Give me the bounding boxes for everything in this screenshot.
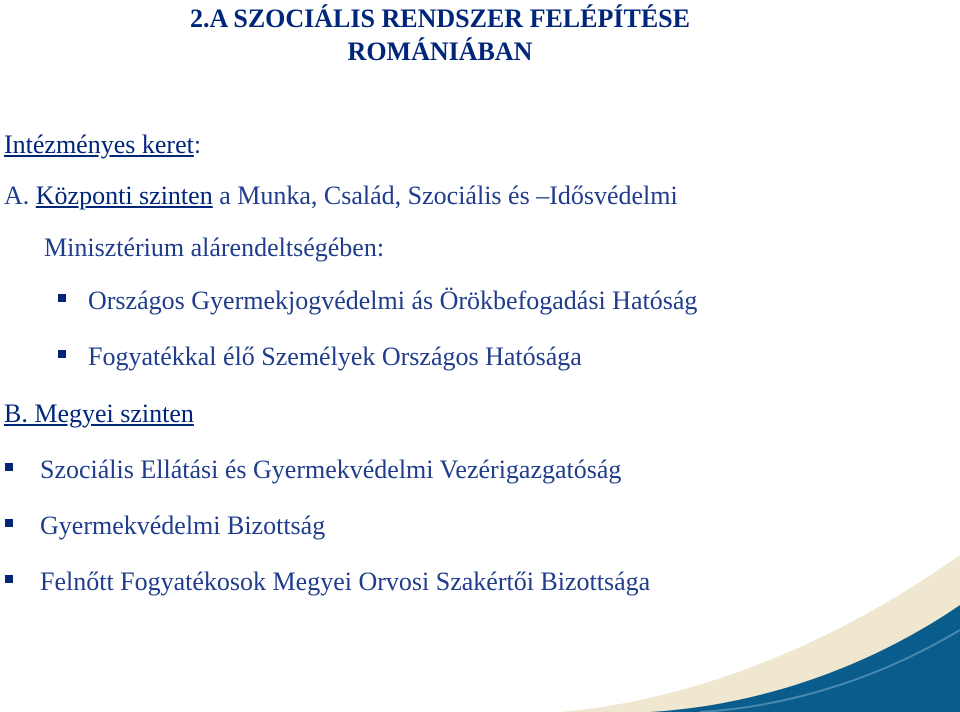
section-a-marker: A. xyxy=(4,181,30,210)
section-a-item-2: Fogyatékkal élő Személyek Országos Hatósága xyxy=(88,342,582,371)
section-b-heading: B. Megyei szinten xyxy=(4,399,194,428)
framework-label-text: Intézményes keret xyxy=(4,130,194,159)
slide-title-line-1: 2.A SZOCIÁLIS RENDSZER FELÉPÍTÉSE xyxy=(190,4,690,33)
slide-title-line-2: ROMÁNIÁBAN xyxy=(347,37,533,66)
section-b-item-3: Felnőtt Fogyatékosok Megyei Orvosi Szakértői Bizottsága xyxy=(40,567,651,596)
section-b-item-2: Gyermekvédelmi Bizottság xyxy=(40,511,326,540)
section-a-heading: Központi szinten xyxy=(35,181,213,210)
section-a-line-2: Minisztérium alárendeltségében: xyxy=(44,233,385,262)
section-b-item-1: Szociális Ellátási és Gyermekvédelmi Vezérigazgatóság xyxy=(40,455,622,484)
section-a-text-line-1: a Munka, Család, Szociális és –Idősvédelmi xyxy=(219,181,678,210)
section-a-item-1: Országos Gyermekjogvédelmi ás Örökbefogadási Hatóság xyxy=(88,286,698,315)
framework-label-colon: : xyxy=(193,130,202,159)
